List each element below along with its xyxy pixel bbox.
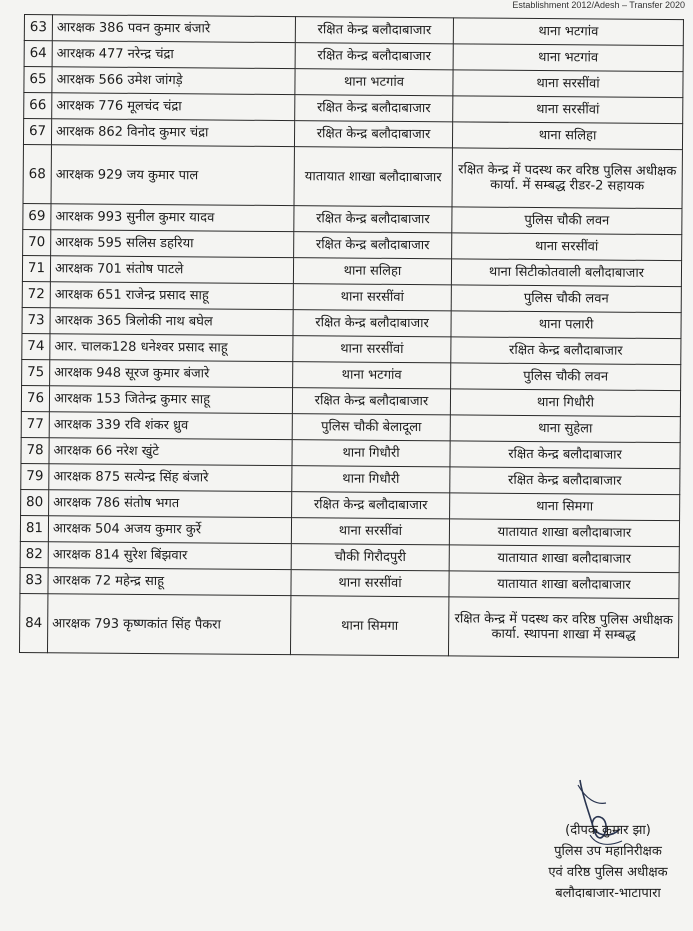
to-posting-cell: यातायात शाखा बलौदाबाजार [449, 519, 679, 547]
serial-number-cell: 82 [20, 541, 48, 567]
employee-name-cell: आरक्षक 993 सुनील कुमार यादव [51, 204, 294, 232]
serial-number-cell: 83 [20, 567, 48, 593]
to-posting-cell: पुलिस चौकी लवन [452, 207, 682, 235]
from-posting-cell: रक्षित केन्द्र बलौदाबाजार [292, 492, 450, 519]
employee-name-cell: आरक्षक 566 उमेश जांगड़े [52, 67, 295, 95]
transfer-table [19, 14, 684, 658]
serial-number-cell: 71 [22, 255, 50, 281]
employee-name-cell: आरक्षक 862 विनोद कुमार चंद्रा [51, 119, 294, 147]
from-posting-cell: रक्षित केन्द्र बलौदाबाजार [294, 206, 452, 233]
from-posting-cell: चौकी गिरौदपुरी [291, 544, 449, 571]
serial-number-cell: 63 [24, 15, 52, 41]
from-posting-cell: रक्षित केन्द्र बलौदाबाजार [292, 388, 450, 415]
employee-name-cell: आरक्षक 339 रवि शंकर ध्रुव [49, 412, 292, 440]
to-posting-cell: रक्षित केन्द्र में पदस्थ कर वरिष्ठ पुलिस अधीक्षक कार्या. में सम्बद्ध रीडर-2 सहायक [452, 148, 682, 209]
signatory-designation-2: एवं वरिष्ठ पुलिस अधीक्षक [548, 865, 668, 880]
employee-name-cell: आरक्षक 595 सलिस डहरिया [51, 230, 294, 258]
serial-number-cell: 69 [23, 203, 51, 229]
serial-number-cell: 81 [20, 515, 48, 541]
to-posting-cell: थाना सरसींवां [453, 70, 683, 98]
serial-number-cell: 84 [19, 593, 47, 652]
from-posting-cell: थाना भटगांव [295, 69, 453, 96]
to-posting-cell: यातायात शाखा बलौदाबाजार [449, 571, 679, 599]
employee-name-cell: आरक्षक 72 महेन्द्र साहू [48, 568, 291, 596]
header-note: Establishment 2012/Adesh – Transfer 2020 [512, 0, 685, 10]
from-posting-cell: रक्षित केन्द्र बलौदाबाजार [294, 232, 452, 259]
serial-number-cell: 65 [24, 67, 52, 93]
to-posting-cell: थाना सिटीकोतवाली बलौदाबाजार [451, 259, 681, 287]
to-posting-cell: पुलिस चौकी लवन [451, 285, 681, 313]
from-posting-cell: थाना गिधौरी [292, 466, 450, 493]
to-posting-cell: थाना भटगांव [453, 18, 683, 46]
serial-number-cell: 73 [22, 307, 50, 333]
transfer-table-body [19, 15, 683, 658]
to-posting-cell: थाना भटगांव [453, 44, 683, 72]
from-posting-cell: रक्षित केन्द्र बलौदाबाजार [294, 121, 452, 148]
serial-number-cell: 79 [21, 463, 49, 489]
employee-name-cell: आरक्षक 948 सूरज कुमार बंजारे [50, 360, 293, 388]
from-posting-cell: थाना सिमगा [290, 596, 448, 656]
signatory-name: (दीपक कुमार झा) [565, 823, 651, 838]
employee-name-cell: आरक्षक 776 मूलचंद चंद्रा [52, 93, 295, 121]
serial-number-cell: 72 [22, 281, 50, 307]
to-posting-cell: थाना पलारी [451, 311, 681, 339]
from-posting-cell: थाना सरसींवां [291, 570, 449, 597]
to-posting-cell: रक्षित केन्द्र बलौदाबाजार [450, 467, 680, 495]
from-posting-cell: थाना सरसींवां [291, 518, 449, 545]
to-posting-cell: थाना गिधौरी [450, 389, 680, 417]
from-posting-cell: पुलिस चौकी बेलादूला [292, 414, 450, 441]
signatory-location: बलौदाबाजार-भाटापारा [555, 886, 661, 901]
from-posting-cell: थाना सरसींवां [293, 284, 451, 311]
to-posting-cell: रक्षित केन्द्र में पदस्थ कर वरिष्ठ पुलिस अधीक्षक कार्या. स्थापना शाखा में सम्बद्ध [448, 597, 678, 658]
table-row [23, 144, 682, 208]
employee-name-cell: आरक्षक 814 सुरेश बिंझवार [48, 542, 291, 570]
employee-name-cell: आर. चालक128 धनेश्वर प्रसाद साहू [50, 334, 293, 362]
to-posting-cell: रक्षित केन्द्र बलौदाबाजार [451, 337, 681, 365]
to-posting-cell: थाना सलिहा [452, 122, 682, 150]
from-posting-cell: थाना सलिहा [293, 258, 451, 285]
serial-number-cell: 67 [23, 119, 51, 145]
employee-name-cell: आरक्षक 786 संतोष भगत [49, 490, 292, 518]
employee-name-cell: आरक्षक 651 राजेन्द्र प्रसाद साहू [50, 282, 293, 310]
employee-name-cell: आरक्षक 386 पवन कुमार बंजारे [52, 15, 295, 43]
serial-number-cell: 70 [23, 229, 51, 255]
employee-name-cell: आरक्षक 66 नरेश खुंटे [49, 438, 292, 466]
employee-name-cell: आरक्षक 153 जितेन्द्र कुमार साहू [49, 386, 292, 414]
signatory-designation-1: पुलिस उप महानिरीक्षक [554, 844, 662, 859]
serial-number-cell: 64 [24, 41, 52, 67]
from-posting-cell: रक्षित केन्द्र बलौदाबाजार [295, 43, 453, 70]
employee-name-cell: आरक्षक 793 कृष्णकांत सिंह पैकरा [47, 594, 290, 655]
from-posting-cell: थाना सरसींवां [293, 336, 451, 363]
employee-name-cell: आरक्षक 365 त्रिलोकी नाथ बघेल [50, 308, 293, 336]
from-posting-cell: यातायात शाखा बलौदााबाजार [294, 147, 452, 207]
from-posting-cell: थाना गिधौरी [292, 440, 450, 467]
from-posting-cell: रक्षित केन्द्र बलौदाबाजार [293, 310, 451, 337]
to-posting-cell: थाना सरसींवां [453, 96, 683, 124]
from-posting-cell: रक्षित केन्द्र बलौदाबाजार [295, 17, 453, 44]
table-row [19, 593, 678, 657]
employee-name-cell: आरक्षक 504 अजय कुमार कुर्रे [48, 516, 291, 544]
serial-number-cell: 80 [21, 489, 49, 515]
serial-number-cell: 66 [24, 93, 52, 119]
from-posting-cell: रक्षित केन्द्र बलौदाबाजार [295, 95, 453, 122]
from-posting-cell: थाना भटगांव [293, 362, 451, 389]
to-posting-cell: यातायात शाखा बलौदाबाजार [449, 545, 679, 573]
to-posting-cell: पुलिस चौकी लवन [451, 363, 681, 391]
to-posting-cell: थाना सरसींवां [452, 233, 682, 261]
employee-name-cell: आरक्षक 701 संतोष पाटले [50, 256, 293, 284]
to-posting-cell: थाना सुहेला [450, 415, 680, 443]
employee-name-cell: आरक्षक 875 सत्येन्द्र सिंह बंजारे [49, 464, 292, 492]
serial-number-cell: 75 [22, 359, 50, 385]
signature-block [528, 820, 688, 904]
serial-number-cell: 76 [21, 385, 49, 411]
serial-number-cell: 68 [23, 144, 51, 203]
to-posting-cell: थाना सिमगा [450, 493, 680, 521]
serial-number-cell: 78 [21, 437, 49, 463]
employee-name-cell: आरक्षक 477 नरेन्द्र चंद्रा [52, 41, 295, 69]
serial-number-cell: 77 [21, 411, 49, 437]
employee-name-cell: आरक्षक 929 जय कुमार पाल [51, 145, 294, 206]
serial-number-cell: 74 [22, 333, 50, 359]
to-posting-cell: रक्षित केन्द्र बलौदाबाजार [450, 441, 680, 469]
